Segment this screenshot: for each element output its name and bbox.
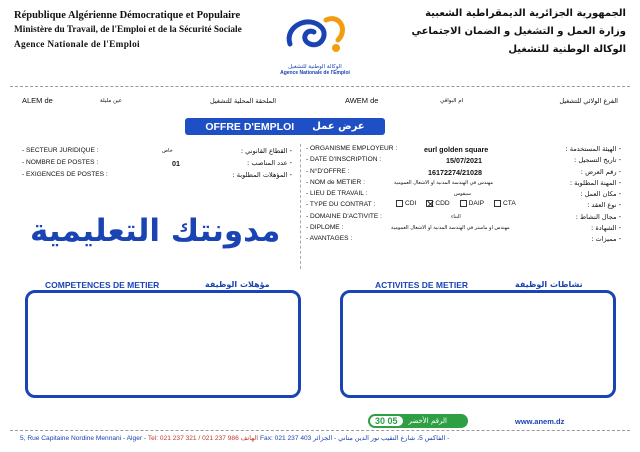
field-row: [306, 179, 621, 190]
panel-left-title-fr: COMPETENCES DE METIER: [45, 280, 160, 290]
field-label-fr: - DOMAINE D'ACTIVITE :: [306, 212, 382, 220]
header-ar-line3: الوكالة الوطنية للتشغيل: [508, 44, 626, 55]
contract-type-options: [396, 200, 516, 207]
panel-left-title-ar: مؤهلات الوظيفة: [205, 280, 270, 289]
activites-panel: [340, 290, 616, 398]
blog-watermark: مدونتك التعليمية: [30, 213, 281, 249]
field-label-ar: - نوع العقد :: [587, 201, 621, 210]
contract-cdd[interactable]: [426, 200, 449, 207]
field-label-ar: - مميزات :: [591, 235, 621, 244]
field-row: [306, 213, 621, 224]
field-value: خاص: [162, 148, 173, 154]
contract-cdi[interactable]: [396, 200, 416, 207]
checkbox-daip[interactable]: [460, 200, 467, 207]
field-row: [306, 224, 621, 235]
field-label-fr: - AVANTAGES :: [306, 235, 353, 243]
field-label-ar: - الهيئة المستخدمة :: [565, 145, 621, 153]
field-value: البناء: [451, 213, 461, 220]
field-label-ar: - المهنة المطلوبة :: [569, 178, 621, 187]
field-label-fr: - SECTEUR JURIDIQUE :: [22, 147, 99, 154]
field-row: [22, 171, 292, 183]
field-row: [306, 156, 621, 167]
green-label: الرقم الأخضر: [408, 417, 447, 425]
field-row: [306, 168, 621, 179]
competences-panel: [25, 290, 301, 398]
field-label-fr: - LIEU DE TRAVAIL :: [306, 190, 368, 198]
field-value: eurl golden square: [424, 145, 489, 154]
field-label-fr: - DIPLOME :: [306, 224, 344, 232]
field-label-fr: - ORGANISME EMPLOYEUR :: [306, 145, 398, 152]
field-label-ar: - المؤهلات المطلوبة :: [232, 171, 292, 179]
footer-address-ar: 5، شارع النقيب نور الدين مناني - الجزائر -: [313, 435, 450, 442]
panel-right-title-ar: نشاطات الوظيفة: [515, 280, 583, 289]
field-row: [22, 159, 292, 171]
field-label-fr: - TYPE DU CONTRAT :: [306, 201, 376, 209]
header-divider: [10, 86, 630, 87]
header-ar-line2: وزارة العمل و التشغيل و الضمان الاجتماعي: [411, 26, 626, 37]
field-label-ar: - الشهادة :: [591, 224, 621, 233]
anem-logo-icon: [270, 8, 360, 60]
alem-ar-label: الملحقة المحلية للتشغيل: [210, 97, 277, 105]
footer-fax: Fax: 021 237 403: [260, 435, 312, 442]
title-ar: عرض عمل: [312, 121, 365, 132]
field-value: 15/07/2021: [446, 156, 482, 166]
field-value: سيقوس: [454, 191, 471, 198]
field-label-ar: - رقم العرض :: [580, 167, 621, 176]
right-fields: [306, 145, 621, 247]
field-label-ar: - مجال النشاط :: [575, 212, 621, 221]
field-label-ar: - تاريخ التسجيل :: [574, 156, 621, 165]
header-ar-line1: الجمهورية الجزائرية الديمقراطية الشعبية: [425, 8, 626, 19]
logo-fr-text: Agence Nationale de l'Emploi: [280, 70, 350, 76]
field-row: [306, 201, 621, 212]
field-label-fr: - EXIGENCES DE POSTES :: [22, 171, 108, 178]
field-label-fr: - NOMBRE DE POSTES :: [22, 159, 99, 166]
awem-label: AWEM de: [345, 96, 379, 105]
checkbox-cta[interactable]: [494, 200, 501, 207]
field-value: مهندس في الهندسة المدنية او الاشغال العمومية: [394, 179, 494, 186]
field-row: [306, 145, 621, 156]
header-fr-line1: République Algérienne Démocratique et Populaire: [14, 10, 241, 21]
green-number: 30 05: [370, 416, 403, 426]
footer-address-fr: 5, Rue Capitaine Nordine Mennani - Alger -: [20, 435, 147, 442]
panel-right-title-fr: ACTIVITES DE METIER: [375, 280, 469, 290]
field-value: مهندس او ماستر في الهندسة المدنية او الاشغال العمومية: [391, 225, 510, 232]
footer: [20, 434, 630, 442]
title-bar: [185, 118, 385, 135]
contract-daip[interactable]: [460, 200, 484, 207]
website-link[interactable]: www.anem.dz: [515, 417, 565, 426]
contract-cta-label: CTA: [503, 200, 516, 208]
contract-daip-label: DAIP: [468, 200, 485, 208]
left-fields: [22, 147, 292, 183]
footer-fax-ar: الفاكس: [424, 435, 446, 442]
field-value: 16172274/21028: [428, 167, 482, 177]
contract-cdd-label: CDD: [435, 200, 450, 208]
green-line-badge: [368, 414, 468, 428]
contract-cdi-label: CDI: [405, 200, 417, 208]
checkbox-cdd[interactable]: [426, 200, 433, 207]
field-label-fr: - NOM de METIER :: [306, 178, 365, 186]
field-label-fr: - N°D'OFFRE :: [306, 167, 350, 175]
field-value: 01: [172, 159, 180, 168]
field-label-ar: - مكان العمل :: [580, 190, 621, 199]
field-label-ar: - عدد المناصب :: [247, 159, 292, 167]
footer-divider: [10, 430, 630, 431]
alem-value: عين مليلة: [100, 98, 123, 104]
awem-value: ام البواقي: [440, 98, 464, 104]
column-divider: [300, 144, 301, 269]
footer-tel: Tel: 021 237 321 / 021 237 986: [147, 435, 239, 442]
title-fr: OFFRE D'EMPLOI: [205, 120, 295, 133]
field-label-ar: - القطاع القانوني :: [240, 147, 292, 155]
header-fr-line3: Agence Nationale de l'Emploi: [14, 40, 140, 50]
checkbox-cdi[interactable]: [396, 200, 403, 207]
field-row: [22, 147, 292, 159]
alem-label: ALEM de: [22, 96, 53, 105]
logo-ar-text: الوكالة الوطنية للتشغيل: [288, 64, 342, 70]
footer-tel-ar: الهاتف: [240, 435, 259, 442]
field-label-fr: - DATE D'INSCRIPTION :: [306, 156, 382, 164]
field-row: [306, 235, 621, 246]
contract-cta[interactable]: [494, 200, 516, 207]
awem-ar-label: الفرع الولائي للتشغيل: [559, 97, 618, 105]
anem-logo: [270, 8, 360, 78]
header-fr-line2: Ministère du Travail, de l'Emploi et de la Sécurité Sociale: [14, 25, 242, 35]
